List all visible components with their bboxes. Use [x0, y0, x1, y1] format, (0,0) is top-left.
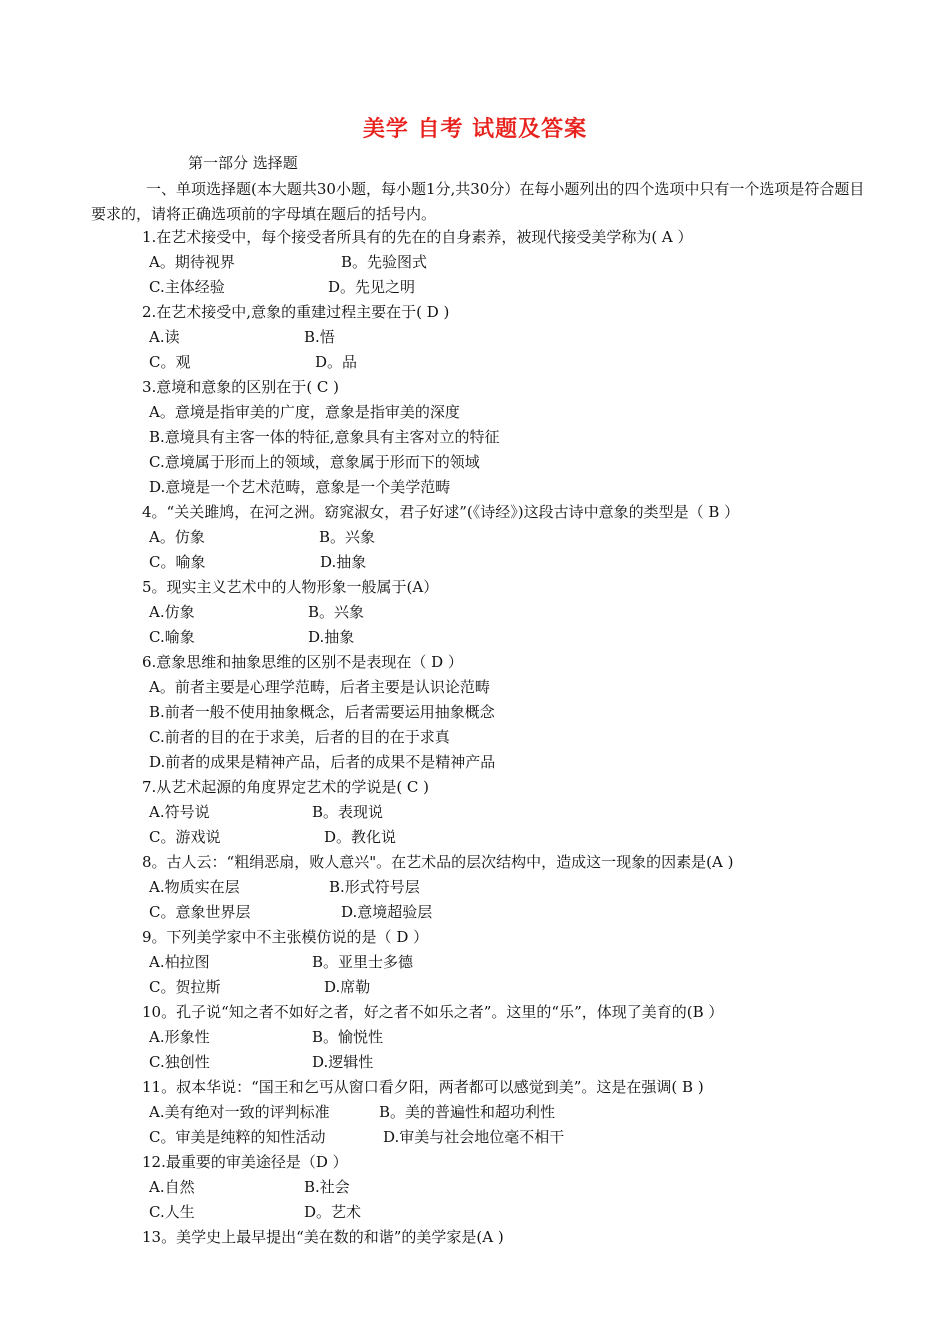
- answer-option: D.意境超验层: [341, 903, 433, 921]
- question-stem-line: [0, 300, 950, 325]
- option-row: [0, 1050, 950, 1075]
- option-row: [0, 600, 950, 625]
- answer-option: A。前者主要是心理学范畴，后者主要是认识论范畴: [149, 678, 490, 696]
- question-stem: 2.在艺术接受中,意象的重建过程主要在于( D ): [142, 303, 450, 321]
- answer-option: D.抽象: [320, 553, 367, 571]
- option-row: [0, 975, 950, 1000]
- option-row: [0, 250, 950, 275]
- answer-option: A.读: [149, 328, 180, 346]
- option-row: [0, 750, 950, 775]
- answer-option: D.席勒: [324, 978, 371, 996]
- answer-option: B.形式符号层: [329, 878, 420, 896]
- question-stem: 6.意象思维和抽象思维的区别不是表现在（ D ）: [142, 653, 463, 671]
- question-stem-line: [0, 575, 950, 600]
- option-row: [0, 525, 950, 550]
- option-row: [0, 875, 950, 900]
- question-stem-line: [0, 500, 950, 525]
- question-stem-line: [0, 850, 950, 875]
- answer-option: C.前者的目的在于求美，后者的目的在于求真: [149, 728, 450, 746]
- answer-option: A.符号说: [149, 803, 210, 821]
- part-heading: 第一部分 选择题: [188, 154, 298, 172]
- question-stem: 7.从艺术起源的角度界定艺术的学说是( C ): [142, 778, 430, 796]
- answer-option: A。仿象: [149, 528, 205, 546]
- option-row: [0, 400, 950, 425]
- answer-option: C。意象世界层: [149, 903, 251, 921]
- answer-option: B.意境具有主客一体的特征,意象具有主客对立的特征: [149, 428, 500, 446]
- option-row: [0, 275, 950, 300]
- answer-option: B.社会: [304, 1178, 350, 1196]
- option-row: [0, 1200, 950, 1225]
- answer-option: D.抽象: [308, 628, 355, 646]
- answer-option: C.喻象: [149, 628, 195, 646]
- option-row: [0, 1125, 950, 1150]
- answer-option: B。先验图式: [341, 253, 428, 271]
- answer-option: A.美有绝对一致的评判标准: [149, 1103, 330, 1121]
- question-stem-line: [0, 225, 950, 250]
- option-row: [0, 325, 950, 350]
- answer-option: D.逻辑性: [312, 1053, 374, 1071]
- answer-option: B.悟: [304, 328, 335, 346]
- answer-option: D.意境是一个艺术范畴，意象是一个美学范畴: [149, 478, 451, 496]
- answer-option: B。表现说: [312, 803, 384, 821]
- question-stem-line: [0, 925, 950, 950]
- question-stem-line: [0, 775, 950, 800]
- question-stem: 12.最重要的审美途径是（D ）: [142, 1153, 348, 1171]
- option-row: [0, 425, 950, 450]
- question-stem-line: [0, 375, 950, 400]
- answer-option: C。观: [149, 353, 191, 371]
- answer-option: B。亚里士多德: [312, 953, 414, 971]
- answer-option: A.柏拉图: [149, 953, 210, 971]
- answer-option: D。先见之明: [328, 278, 416, 296]
- option-row: [0, 1025, 950, 1050]
- answer-option: D。艺术: [304, 1203, 362, 1221]
- answer-option: D。品: [315, 353, 358, 371]
- answer-option: B。愉悦性: [312, 1028, 384, 1046]
- question-stem-line: [0, 650, 950, 675]
- answer-option: B。美的普遍性和超功利性: [379, 1103, 556, 1121]
- answer-option: A.仿象: [149, 603, 195, 621]
- question-stem-line: [0, 1075, 950, 1100]
- option-row: [0, 950, 950, 975]
- option-row: [0, 800, 950, 825]
- question-stem: 5。现实主义艺术中的人物形象一般属于(A）: [142, 578, 439, 596]
- answer-option: D。教化说: [324, 828, 397, 846]
- answer-option: C。贺拉斯: [149, 978, 221, 996]
- answer-option: C。游戏说: [149, 828, 221, 846]
- answer-option: A。意境是指审美的广度，意象是指审美的深度: [149, 403, 460, 421]
- option-row: [0, 675, 950, 700]
- option-row: [0, 1100, 950, 1125]
- answer-option: C。审美是纯粹的知性活动: [149, 1128, 326, 1146]
- answer-option: C.独创性: [149, 1053, 210, 1071]
- option-row: [0, 700, 950, 725]
- option-row: [0, 350, 950, 375]
- question-stem-line: [0, 1225, 950, 1250]
- question-stem: 3.意境和意象的区别在于( C ): [142, 378, 340, 396]
- option-row: [0, 625, 950, 650]
- question-stem-line: [0, 1000, 950, 1025]
- question-stem: 8。古人云：“粗绢恶扇，败人意兴"。在艺术品的层次结构中，造成这一现象的因素是(A ): [142, 853, 734, 871]
- question-list: [0, 225, 950, 1250]
- answer-option: A.自然: [149, 1178, 195, 1196]
- question-stem: 4。“关关雎鸠，在河之洲。窈窕淑女，君子好逑”(《诗经》)这段古诗中意象的类型是（ B ）: [142, 503, 740, 521]
- answer-option: C。喻象: [149, 553, 206, 571]
- answer-option: D.前者的成果是精神产品，后者的成果不是精神产品: [149, 753, 496, 771]
- option-row: [0, 900, 950, 925]
- answer-option: B.前者一般不使用抽象概念，后者需要运用抽象概念: [149, 703, 495, 721]
- option-row: [0, 1175, 950, 1200]
- answer-option: B。兴象: [319, 528, 376, 546]
- answer-option: A.物质实在层: [149, 878, 240, 896]
- question-stem-line: [0, 1150, 950, 1175]
- option-row: [0, 450, 950, 475]
- question-stem: 13。美学史上最早提出“美在数的和谐”的美学家是(A ): [142, 1228, 504, 1246]
- document-title: 美学 自考 试题及答案: [362, 116, 588, 142]
- option-row: [0, 825, 950, 850]
- option-row: [0, 475, 950, 500]
- question-stem: 11。叔本华说：“国王和乞丐从窗口看夕阳，两者都可以感觉到美”。这是在强调( B ): [142, 1078, 704, 1096]
- question-stem: 9。下列美学家中不主张模仿说的是（ D ）: [142, 928, 429, 946]
- answer-option: C.主体经验: [149, 278, 225, 296]
- answer-option: B。兴象: [308, 603, 365, 621]
- answer-option: D.审美与社会地位毫不相干: [383, 1128, 565, 1146]
- answer-option: C.意境属于形而上的领域，意象属于形而下的领域: [149, 453, 480, 471]
- answer-option: A.形象性: [149, 1028, 210, 1046]
- option-row: [0, 550, 950, 575]
- question-stem: 10。孔子说“知之者不如好之者，好之者不如乐之者”。这里的“乐”，体现了美育的(B ）: [142, 1003, 724, 1021]
- question-stem: 1.在艺术接受中，每个接受者所具有的先在的自身素养，被现代接受美学称为( A ）: [142, 228, 693, 246]
- answer-option: A。期待视界: [149, 253, 235, 271]
- answer-option: C.人生: [149, 1203, 195, 1221]
- option-row: [0, 725, 950, 750]
- section-intro: 一、单项选择题(本大题共30小题，每小题1分,共30分）在每小题列出的四个选项中只有一个选项是符合题目要求的，请将正确选项前的字母填在题后的括号内。: [91, 180, 865, 223]
